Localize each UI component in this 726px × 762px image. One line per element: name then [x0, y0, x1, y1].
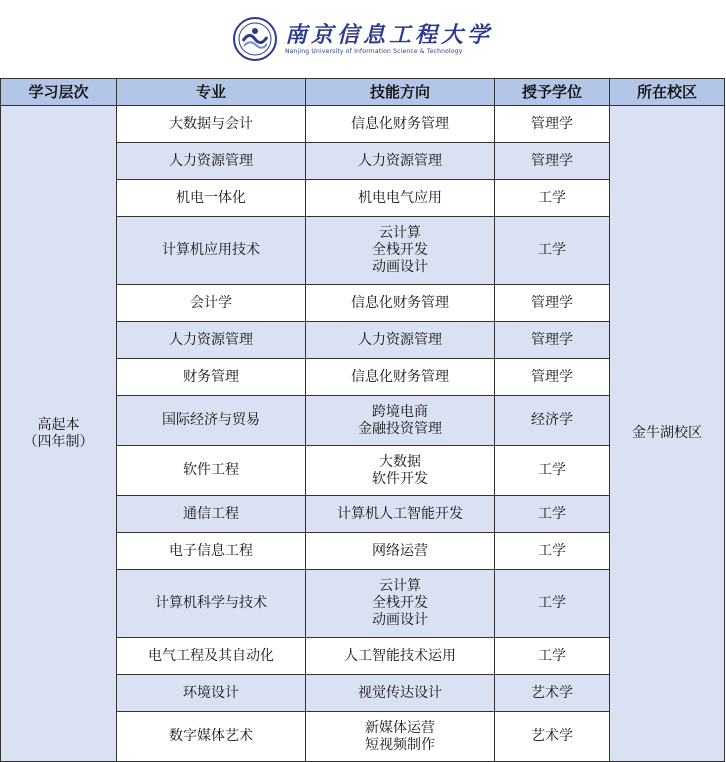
major-cell: 人力资源管理 — [117, 322, 306, 359]
skill-item: 新媒体运营 — [365, 719, 435, 736]
skill-cell — [306, 675, 495, 712]
skill-cell — [306, 712, 495, 762]
study-duration: （四年制） — [23, 433, 94, 450]
col-header-level: 学习层次 — [1, 79, 117, 106]
table-row — [1, 106, 725, 143]
degree-cell: 管理学 — [495, 359, 610, 396]
skill-cell — [306, 533, 495, 570]
skill-cell — [306, 143, 495, 180]
major-cell: 环境设计 — [117, 675, 306, 712]
study-level-cell — [1, 106, 117, 762]
majors-table — [0, 78, 725, 762]
skill-item: 短视频制作 — [365, 736, 435, 753]
degree-cell: 工学 — [495, 180, 610, 217]
skill-cell — [306, 570, 495, 638]
university-seal-icon — [233, 17, 277, 61]
university-name-en: Nanjing University of Information Science & Technology — [284, 48, 463, 55]
table-body — [1, 106, 725, 762]
skill-cell — [306, 396, 495, 446]
degree-cell: 管理学 — [495, 285, 610, 322]
skill-cell — [306, 496, 495, 533]
skill-item: 软件开发 — [372, 470, 428, 487]
major-cell: 国际经济与贸易 — [117, 396, 306, 446]
skill-item: 人力资源管理 — [358, 152, 442, 169]
skill-item: 计算机人工智能开发 — [337, 505, 463, 522]
degree-cell: 艺术学 — [495, 675, 610, 712]
major-cell: 计算机应用技术 — [117, 217, 306, 285]
degree-cell: 工学 — [495, 446, 610, 496]
major-cell: 机电一体化 — [117, 180, 306, 217]
degree-cell: 工学 — [495, 638, 610, 675]
degree-cell: 工学 — [495, 496, 610, 533]
col-header-skill: 技能方向 — [306, 79, 495, 106]
major-cell: 人力资源管理 — [117, 143, 306, 180]
col-header-major: 专业 — [117, 79, 306, 106]
degree-cell: 管理学 — [495, 143, 610, 180]
skill-item: 网络运营 — [372, 542, 428, 559]
skill-item: 视觉传达设计 — [358, 684, 442, 701]
major-cell: 会计学 — [117, 285, 306, 322]
major-cell: 通信工程 — [117, 496, 306, 533]
major-cell: 财务管理 — [117, 359, 306, 396]
degree-cell: 经济学 — [495, 396, 610, 446]
skill-cell — [306, 638, 495, 675]
col-header-degree: 授予学位 — [495, 79, 610, 106]
major-cell: 电子信息工程 — [117, 533, 306, 570]
skill-cell — [306, 359, 495, 396]
skill-item: 跨境电商 — [372, 403, 428, 420]
major-cell: 计算机科学与技术 — [117, 570, 306, 638]
skill-item: 金融投资管理 — [358, 420, 442, 437]
skill-item: 动画设计 — [372, 612, 428, 628]
skill-cell — [306, 180, 495, 217]
skill-item: 人工智能技术运用 — [344, 647, 456, 664]
skill-item: 机电电气应用 — [358, 189, 442, 206]
header — [0, 0, 726, 78]
major-cell: 软件工程 — [117, 446, 306, 496]
degree-cell: 艺术学 — [495, 712, 610, 762]
major-cell: 大数据与会计 — [117, 106, 306, 143]
skill-item: 信息化财务管理 — [351, 294, 449, 311]
skill-cell — [306, 106, 495, 143]
major-cell: 数字媒体艺术 — [117, 712, 306, 762]
degree-cell: 管理学 — [495, 106, 610, 143]
skill-item: 云计算 — [379, 225, 421, 241]
campus-cell: 金牛湖校区 — [610, 106, 725, 762]
degree-cell: 管理学 — [495, 322, 610, 359]
skill-item: 信息化财务管理 — [351, 115, 449, 132]
skill-item: 全栈开发 — [372, 595, 428, 611]
skill-item: 信息化财务管理 — [351, 368, 449, 385]
skill-item: 全栈开发 — [372, 242, 428, 258]
skill-item: 大数据 — [379, 453, 421, 470]
university-logo — [233, 17, 493, 61]
skill-cell — [306, 217, 495, 285]
degree-cell: 工学 — [495, 217, 610, 285]
degree-cell: 工学 — [495, 533, 610, 570]
skill-item: 人力资源管理 — [358, 331, 442, 348]
major-cell: 电气工程及其自动化 — [117, 638, 306, 675]
university-name-cn: 南京信息工程大学 — [284, 22, 493, 48]
degree-cell: 工学 — [495, 570, 610, 638]
skill-item: 动画设计 — [372, 259, 428, 275]
study-level: 高起本 — [37, 416, 80, 433]
skill-cell — [306, 285, 495, 322]
col-header-campus: 所在校区 — [610, 79, 725, 106]
skill-item: 云计算 — [379, 578, 421, 594]
skill-cell — [306, 446, 495, 496]
table-header-row — [1, 79, 725, 106]
skill-cell — [306, 322, 495, 359]
